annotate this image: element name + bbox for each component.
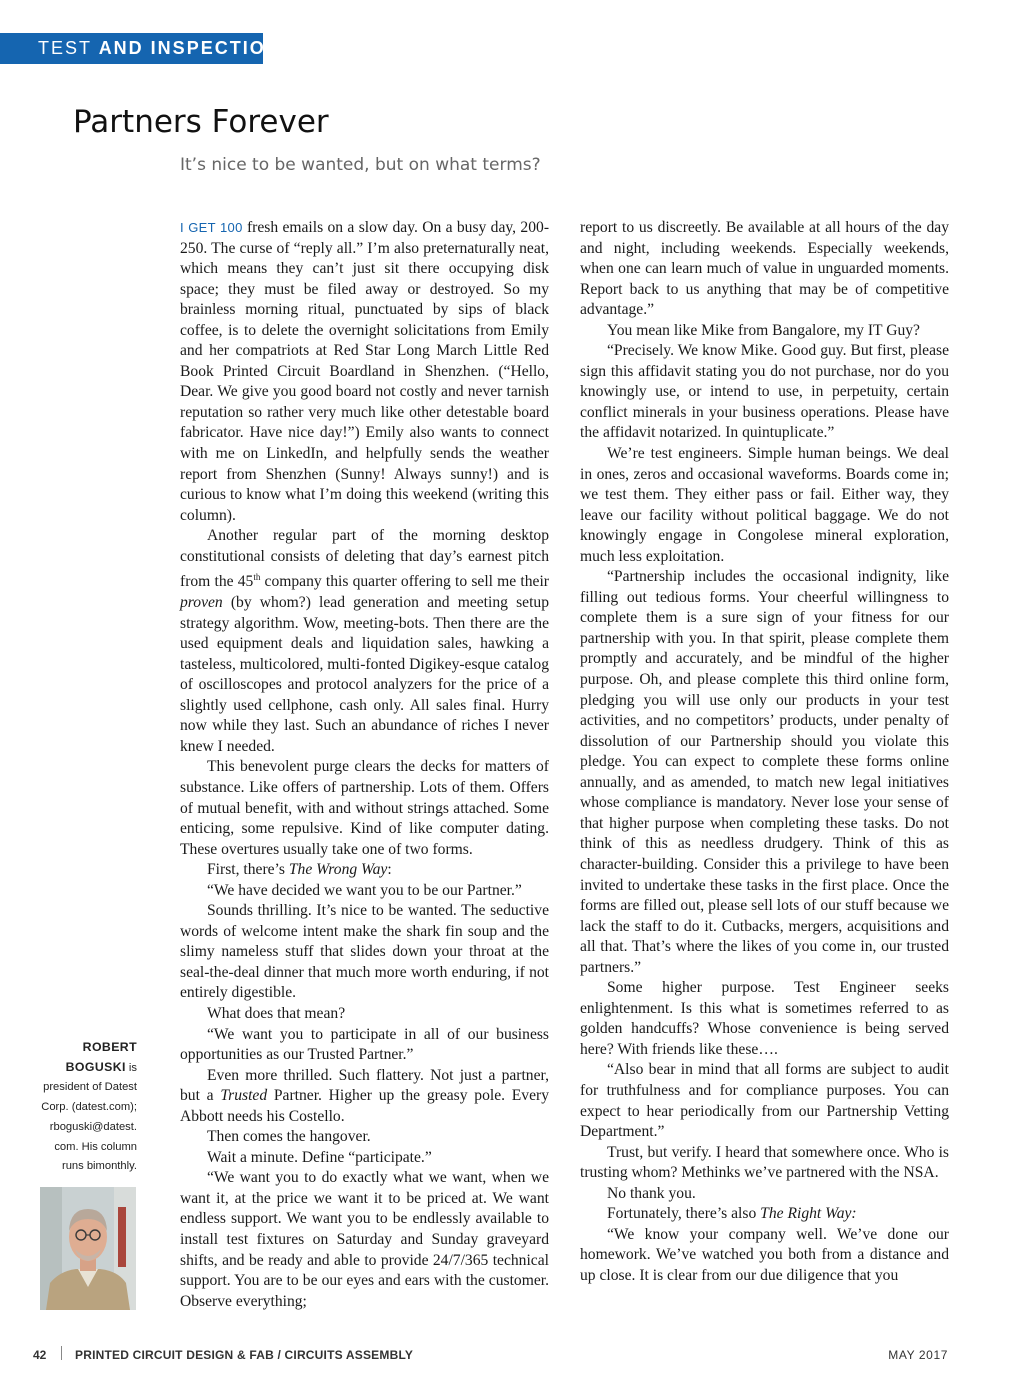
bio-line: runs bimonthly. — [61, 1160, 137, 1173]
author-name-line2: BOGUSKI — [65, 1059, 126, 1074]
paragraph: Wait a minute. Define “participate.” — [207, 1148, 432, 1166]
paragraph: Even more thrilled. Such flattery. Not just a partner, but a Trusted Partner. Higher up the greasy pole. Every Abbott needs his Costello. — [180, 1066, 549, 1125]
section-tag-bold: AND INSPECTION — [98, 38, 281, 58]
author-portrait-icon — [40, 1187, 136, 1310]
paragraph: What does that mean? — [207, 1004, 346, 1022]
bio-line: Corp. (datest.com); — [41, 1101, 137, 1114]
paragraph: Fortunately, there’s also The Right Way: — [607, 1205, 857, 1223]
author-name-line1: ROBERT — [82, 1040, 137, 1054]
paragraph: “We want you to do exactly what we want, when we want it, at the price we want it to be priced at. We want endless support. We want you to be endlessly available to install test fixtures on Saturday and Sunday graveyard shifts, and be ready and able to provide 24/7/365 technical support. You are to be our eyes and ears with the customer. Observe everything; — [180, 1169, 549, 1310]
article-column-left — [180, 218, 549, 1312]
paragraph: Some higher purpose. Test Engineer seeks enlightenment. Is this what is sometimes referred to as golden handcuffs? Whose convenience is being served here? With friends like these…. — [580, 979, 949, 1058]
paragraph: Trust, but verify. I heard that somewhere once. Who is trusting whom? Methinks we’ve partnered with the NSA. — [580, 1143, 949, 1182]
bio-line: president of Datest — [43, 1081, 137, 1094]
paragraph: Sounds thrilling. It’s nice to be wanted. The seductive words of welcome intent make the shark fin soup and the slimy nameless stuff that slides down your throat at the seal-the-deal dinner that much more worth enduring, if not entirely digestible. — [180, 902, 549, 1002]
paragraph: This benevolent purge clears the decks for matters of substance. Like offers of partnership. Lots of them. Offers of mutual benefit, with and without strings attached. Some enticing, some repulsive. Kind of like computer dating. These overtures usually take one of two forms. — [180, 758, 549, 858]
paragraph: “Partnership includes the occasional indignity, like filling out tedious forms. Your cheerful willingness to complete them is a sure sign of your fitness for our partnership with you. In that spirit, please complete them promptly and accurately, and be mindful of the higher purpose. Oh, and please complete this third online form, pledging you will use only our products in your test activities, and no competitors’ products, under penalty of dissolution of our Partnership should you violate this pledge. You can expect to complete these forms online annually, and as amended, to match new legal initiatives whose compliance is mandatory. Never lose your sense of that higher purpose when completing these tasks. Do not think of this as needless drudgery. Think of this as character-building. Consider this a privilege to have been invited to undertake these tasks in the first place. Once the forms are filled out, please sell lots of our stuff because we lack the staff to do it. Cutbacks, mergers, acquisitions and all that. That’s where the likes of you come in, our trusted partners.” — [580, 568, 949, 976]
paragraph: “We want you to participate in all of our business opportunities as our Trusted Partner.” — [180, 1025, 549, 1064]
paragraph: You mean like Mike from Bangalore, my IT Guy? — [607, 321, 920, 339]
paragraph: “Also bear in mind that all forms are subject to audit for truthfulness and for compliance purposes. You can expect to hear periodically from our Partnership Vetting Department.” — [580, 1061, 949, 1141]
page-number: 42 — [33, 1348, 47, 1362]
author-is: is — [125, 1061, 137, 1074]
lead-in: I GET 100 — [180, 220, 243, 235]
publication-name: PRINTED CIRCUIT DESIGN & FAB / CIRCUITS ASSEMBLY — [75, 1348, 414, 1362]
paragraph: “Precisely. We know Mike. Good guy. But first, please sign this affidavit stating you do not purchase, nor do you knowingly use, or intend to use, in perpetuity, certain conflict minerals in your business operations. Please have the affidavit notarized. In quintuplicate.” — [580, 342, 949, 442]
bio-line: com. His column — [54, 1140, 137, 1153]
author-bio — [36, 1038, 137, 1177]
paragraph: “We have decided we want you to be our Partner.” — [207, 881, 522, 899]
article-title: Partners Forever — [73, 104, 329, 140]
paragraph: No thank you. — [607, 1184, 696, 1202]
paragraph: report to us discreetly. Be available at all hours of the day and night, including weekends. Especially weekends, when one can learn much of value in unguarded moments. Report back to us anything that may be of competitive advantage.” — [580, 219, 949, 319]
bio-line: rboguski@datest. — [49, 1120, 137, 1133]
paragraph: I GET 100 fresh emails on a slow day. On a busy day, 200-250. The curse of “reply all.” I’m also preternaturally neat, which means they can’t just sit there occupying disk space; they must be filed away or destroyed. So my brainless morning ritual, punctuated by sips of black coffee, is to delete the overnight solicitations from Emily and her compatriots at Red Star Long March Little Red Book Printed Circuit Boardland in Shenzhen. (“Hello, Dear. We give you good board not costly and never tarnish reputation so rather very much like other detestable board fabricator. Have nice day!”) Emily also wants to connect with me on LinkedIn, and helpfully sends the weather report from Shenzhen (Sunny! Always sunny!) and is curious to know what I’m doing this weekend (writing this column). — [180, 219, 550, 524]
article-column-right — [580, 218, 949, 1286]
section-tag-light: TEST — [38, 38, 99, 58]
paragraph: We’re test engineers. Simple human beings. We deal in ones, zeros and occasional waveforms. Boards come in; we test them. They either pass or fail. Either way, they leave our facility without political baggage. We do not knowingly engage in Congolese mineral exploration, much less exploitation. — [580, 445, 949, 565]
issue-date: MAY 2017 — [888, 1348, 948, 1362]
paragraph: Then comes the hangover. — [207, 1128, 371, 1146]
paragraph: Another regular part of the morning desktop constitutional consists of deleting that day’s earnest pitch from the 45th company this quarter offering to sell me their proven (by whom?) lead generation and meeting setup strategy algorithm. Wow, meeting-bots. Then there are the used equipment deals and liquidation sales, hawking a tasteless, multicolored, multi-fonted Digikey-esque catalog of oscilloscopes and protocol analyzers for the price of a slightly used cellphone, cash only. All sales final. Hurry now while they last. Such an abundance of riches I never knew I needed. — [180, 527, 549, 755]
article-subtitle: It’s nice to be wanted, but on what terms? — [180, 155, 541, 175]
footer-divider — [61, 1346, 62, 1360]
paragraph: First, there’s The Wrong Way: — [207, 861, 392, 879]
paragraph: “We know your company well. We’ve done our homework. We’ve watched you both from a distance and up close. It is clear from our due diligence that you — [580, 1225, 949, 1284]
section-tag — [0, 33, 281, 64]
page-footer — [0, 1346, 1024, 1366]
